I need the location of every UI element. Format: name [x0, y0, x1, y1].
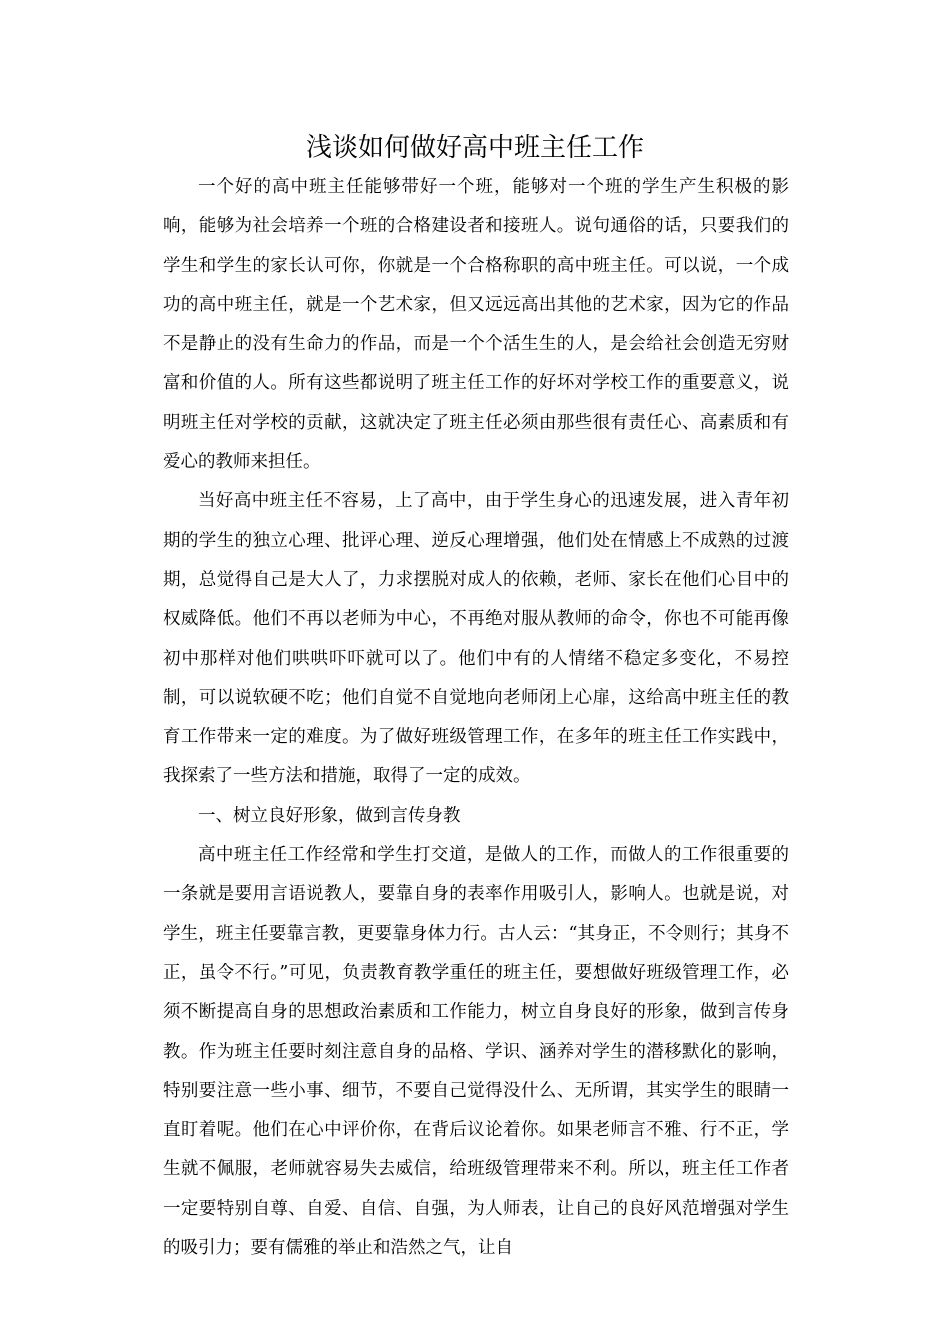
paragraph: 当好高中班主任不容易，上了高中，由于学生身心的迅速发展，进入青年初期的学生的独立心理、批评心理、逆反心理增强，他们处在情感上不成熟的过渡期，总觉得自己是大人了，力求摆脱对成人的依赖，老师、家长在他们心目中的权威降低。他们不再以老师为中心，不再绝对服从教师的命令，你也不可能再像初中那样对他们哄哄吓吓就可以了。他们中有的人情绪不稳定多变化，不易控制，可以说软硬不吃；他们自觉不自觉地向老师闭上心扉，这给高中班主任的教育工作带来一定的难度。为了做好班级管理工作，在多年的班主任工作实践中，我探索了一些方法和措施，取得了一定的成效。: [163, 491, 789, 787]
paragraph: 一个好的高中班主任能够带好一个班，能够对一个班的学生产生积极的影响，能够为社会培养一个班的合格建设者和接班人。说句通俗的话，只要我们的学生和学生的家长认可你，你就是一个合格称职的高中班主任。可以说，一个成功的高中班主任，就是一个艺术家，但又远远高出其他的艺术家，因为它的作品不是静止的没有生命力的作品，而是一个个活生生的人，是会给社会创造无穷财富和价值的人。所有这些都说明了班主任工作的好坏对学校工作的重要意义，说明班主任对学校的贡献，这就决定了班主任必须由那些很有责任心、高素质和有爱心的教师来担任。: [163, 177, 789, 473]
document-title: 浅谈如何做好高中班主任工作: [305, 133, 644, 163]
paragraph: 高中班主任工作经常和学生打交道，是做人的工作，而做人的工作很重要的一条就是要用言语说教人，要靠自身的表率作用吸引人，影响人。也就是说，对学生，班主任要靠言教，更要靠身体力行。古人云：“其身正，不令则行；其身不正，虽令不行。”可见，负责教育教学重任的班主任，要想做好班级管理工作，必须不断提高自身的思想政治素质和工作能力，树立自身良好的形象，做到言传身教。作为班主任要时刻注意自身的品格、学识、涵养对学生的潜移默化的影响，特别要注意一些小事、细节，不要自己觉得没什么、无所谓，其实学生的眼睛一直盯着呢。他们在心中评价你，在背后议论着你。如果老师言不雅、行不正，学生就不佩服，老师就容易失去威信，给班级管理带来不利。所以，班主任工作者一定要特别自尊、自爱、自信、自强，为人师表，让自己的良好风范增强对学生的吸引力；要有儒雅的举止和浩然之气，让自: [163, 845, 789, 1259]
document-body: [163, 168, 789, 1268]
section-heading: 一、树立良好形象，做到言传身教: [198, 805, 461, 826]
